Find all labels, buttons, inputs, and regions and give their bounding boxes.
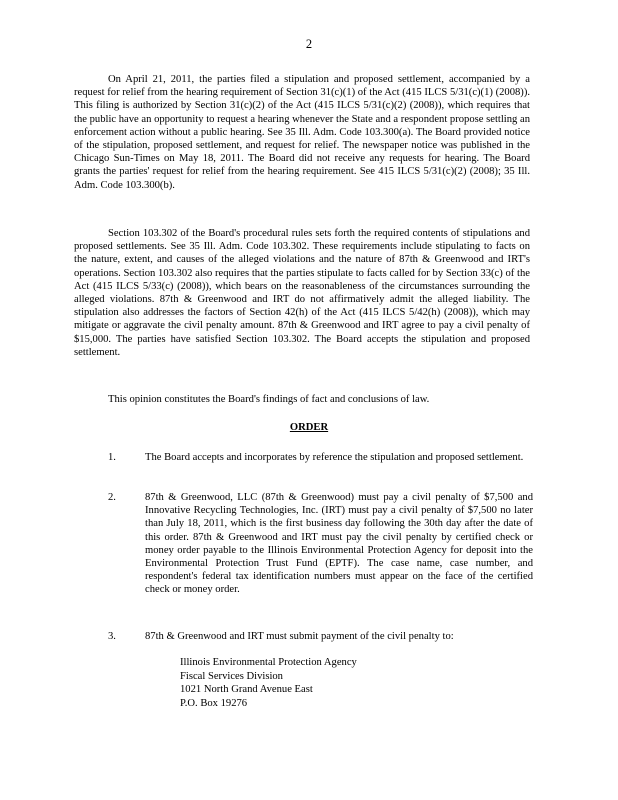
- address-line: P.O. Box 19276: [180, 697, 248, 709]
- address-line: Fiscal Services Division: [180, 670, 283, 682]
- order-item: [108, 491, 533, 597]
- address-line: 1021 North Grand Avenue East: [180, 684, 313, 696]
- order-item: [108, 630, 533, 643]
- order-item-text: 87th & Greenwood and IRT must submit payment of the civil penalty to:: [145, 631, 454, 642]
- order-heading: ORDER: [289, 422, 329, 433]
- payment-address: [180, 656, 357, 710]
- order-item-number: 3.: [108, 631, 116, 642]
- order-item-text: 87th & Greenwood, LLC (87th & Greenwood) must pay a civil penalty of $7,500 and Innovative Recycling Technologies, Inc. (IRT) must pay a civil penalty of $7,500 no later than July 18, 2011, which is the first business day following the 30th day after the date of this order. 87th & Greenwood and IRT must pay the civil penalty by certified check or money order payable to the Illinois Environmental Protection Agency for deposit into the Environmental Protection Trust Fund (EPTF). The case name, case number, and respondent's federal tax identification numbers must appear on the face of the certified check or money order.: [145, 492, 533, 596]
- order-item: [108, 451, 533, 464]
- address-line: Illinois Environmental Protection Agency: [180, 657, 357, 668]
- paragraph-findings: This opinion constitutes the Board's findings of fact and conclusions of law.: [108, 394, 430, 405]
- order-item-text: The Board accepts and incorporates by reference the stipulation and proposed settlement.: [145, 452, 524, 463]
- paragraph-procedural-rules: Section 103.302 of the Board's procedural rules sets forth the required contents of stipulations and proposed settlements. See 35 Ill. Adm. Code 103.302. These requirements include stipulating to facts on the nature, extent, and causes of the alleged violations and the nature of 87th & Greenwood and IRT's operations. Section 103.302 also requires that the parties stipulate to facts called for by Section 33(c) of the Act (415 ILCS 5/33(c) (2008)), which bears on the reasonableness of the circumstances surrounding the alleged violations. 87th & Greenwood and IRT do not affirmatively admit the alleged liability. The stipulation also addresses the factors of Section 42(h) of the Act (415 ILCS 5/42(h) (2008)), which may mitigate or aggravate the civil penalty amount. 87th & Greenwood and IRT agree to pay a civil penalty of $15,000. The parties have satisfied Section 103.302. The Board accepts the stipulation and proposed settlement.: [74, 228, 530, 358]
- order-item-number: 2.: [108, 492, 116, 503]
- page-number: 2: [305, 37, 313, 51]
- paragraph-stipulation-filing: On April 21, 2011, the parties filed a stipulation and proposed settlement, accompanied by a request for relief from the hearing requirement of Section 31(c)(1) of the Act (415 ILCS 5/31(c)(1) (2008)). This filing is authorized by Section 31(c)(2) of the Act (415 ILCS 5/31(c)(2) (2008)), which requires that the public have an opportunity to request a hearing whenever the State and a respondent propose settling an enforcement action without a public hearing. See 35 Ill. Adm. Code 103.300(a). The Board provided notice of the stipulation, proposed settlement, and request for relief. The newspaper notice was published in the Chicago Sun-Times on May 18, 2011. The Board did not receive any requests for hearing. The Board grants the parties' request for relief from the hearing requirement. See 415 ILCS 5/31(c)(2) (2008); 35 Ill. Adm. Code 103.300(b).: [74, 74, 530, 191]
- order-item-number: 1.: [108, 452, 116, 463]
